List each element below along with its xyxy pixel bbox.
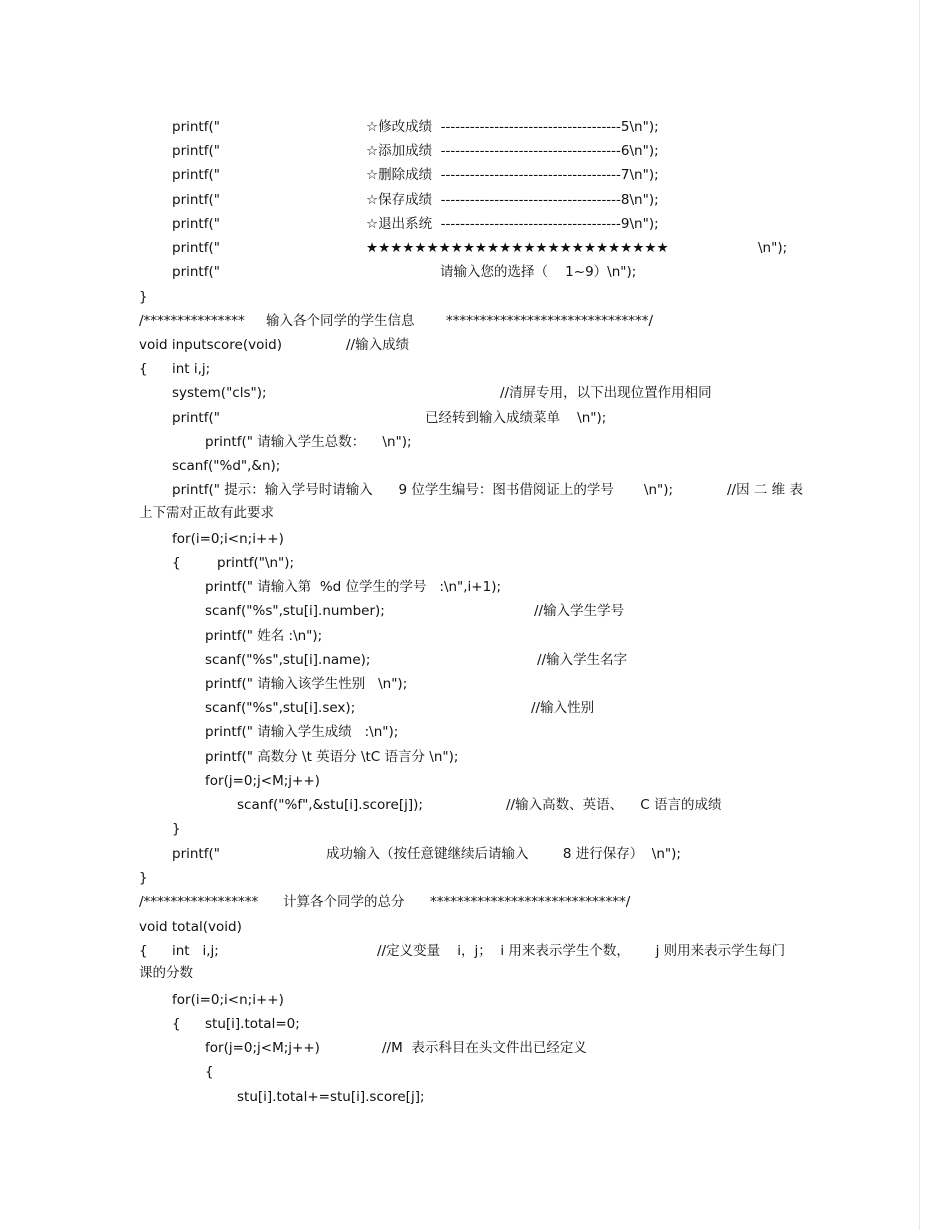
line-text: 输入各个同学的学生信息: [266, 313, 415, 329]
line-text: ☆修改成绩 -------------------------------------5\n");: [366, 119, 659, 135]
line-text: printf(" 提示：输入学号时请输入 9 位学生编号：图书借阅证上的学号 \n");: [172, 482, 674, 498]
line-text: //输入性别: [531, 700, 595, 716]
line-text: 已经转到输入成绩菜单 \n");: [425, 410, 607, 426]
line-text: //输入成绩: [346, 337, 410, 353]
line-text: printf(" 请输入学生总数： \n");: [205, 434, 412, 450]
line-text: //输入学生名字: [537, 652, 628, 668]
line-text: 课的分数: [139, 965, 193, 981]
line-text: void total(void): [139, 919, 242, 935]
line-text: ☆保存成绩 -------------------------------------8\n");: [366, 192, 659, 208]
line-text: {: [172, 1016, 181, 1032]
line-text: *****************************/: [430, 894, 631, 910]
line-text: printf(": [172, 846, 220, 862]
line-text: printf(" 姓名 :\n");: [205, 628, 323, 644]
line-text: printf(" 请输入学生成绩 :\n");: [205, 724, 399, 740]
line-text: printf("\n");: [217, 555, 295, 571]
line-text: /*****************: [139, 894, 259, 910]
line-text: printf(" 请输入第 %d 位学生的学号 :\n",i+1);: [205, 579, 502, 595]
line-text: printf(": [172, 119, 220, 135]
line-text: //定义变量 i，j； i 用来表示学生个数， j 则用来表示学生每门: [377, 943, 786, 959]
line-text: 上下需对正故有此要求: [139, 505, 274, 521]
line-text: for(i=0;i<n;i++): [172, 531, 284, 547]
line-text: ★★★★★★★★★★★★★★★★★★★★★★★★★: [366, 240, 669, 256]
line-text: printf(" 请输入该学生性别 \n");: [205, 676, 408, 692]
line-text: int i,j;: [172, 361, 211, 377]
line-text: 请输入您的选择（ 1~9）\n");: [440, 264, 637, 280]
line-text: }: [139, 289, 148, 305]
line-text: for(i=0;i<n;i++): [172, 992, 284, 1008]
line-text: system("cls");: [172, 385, 267, 401]
line-text: int i,j;: [172, 943, 219, 959]
line-text: stu[i].total+=stu[i].score[j];: [237, 1089, 425, 1105]
line-text: ******************************/: [446, 313, 654, 329]
line-text: void inputscore(void): [139, 337, 282, 353]
line-text: printf(" 高数分 \t 英语分 \tC 语言分 \n");: [205, 749, 459, 765]
line-text: printf(": [172, 143, 220, 159]
line-text: printf(": [172, 216, 220, 232]
line-text: //输入学生学号: [534, 603, 625, 619]
line-text: ☆删除成绩 -------------------------------------7\n");: [366, 167, 659, 183]
line-text: for(j=0;j<M;j++): [205, 1040, 320, 1056]
line-text: {: [139, 361, 148, 377]
line-text: printf(": [172, 192, 220, 208]
line-text: {: [139, 943, 148, 959]
line-text: 计算各个同学的总分: [283, 894, 405, 910]
line-text: printf(": [172, 167, 220, 183]
line-text: //M 表示科目在头文件出已经定义: [382, 1040, 587, 1056]
line-text: /***************: [139, 313, 245, 329]
line-text: 成功输入（按任意键继续后请输入 8 进行保存） \n");: [326, 846, 681, 862]
line-text: scanf("%s",stu[i].name);: [205, 652, 371, 668]
page-margin: [920, 0, 950, 1230]
line-text: scanf("%d",&n);: [172, 458, 281, 474]
line-text: stu[i].total=0;: [205, 1016, 300, 1032]
line-text: for(j=0;j<M;j++): [205, 773, 320, 789]
line-text: \n");: [758, 240, 788, 256]
line-text: {: [172, 555, 181, 571]
line-text: printf(": [172, 410, 220, 426]
line-text: }: [139, 870, 148, 886]
line-text: {: [205, 1064, 214, 1080]
line-text: scanf("%s",stu[i].sex);: [205, 700, 356, 716]
line-text: scanf("%f",&stu[i].score[j]);: [237, 797, 423, 813]
line-text: ☆退出系统 -------------------------------------9\n");: [366, 216, 659, 232]
line-text: scanf("%s",stu[i].number);: [205, 603, 385, 619]
line-text: //输入高数、英语、 C 语言的成绩: [506, 797, 722, 813]
line-text: printf(": [172, 264, 220, 280]
line-text: //因 二 维 表: [727, 482, 803, 498]
line-text: printf(": [172, 240, 220, 256]
line-text: }: [172, 821, 181, 837]
line-text: ☆添加成绩 -------------------------------------6\n");: [366, 143, 659, 159]
line-text: //清屏专用，以下出现位置作用相同: [500, 385, 712, 401]
